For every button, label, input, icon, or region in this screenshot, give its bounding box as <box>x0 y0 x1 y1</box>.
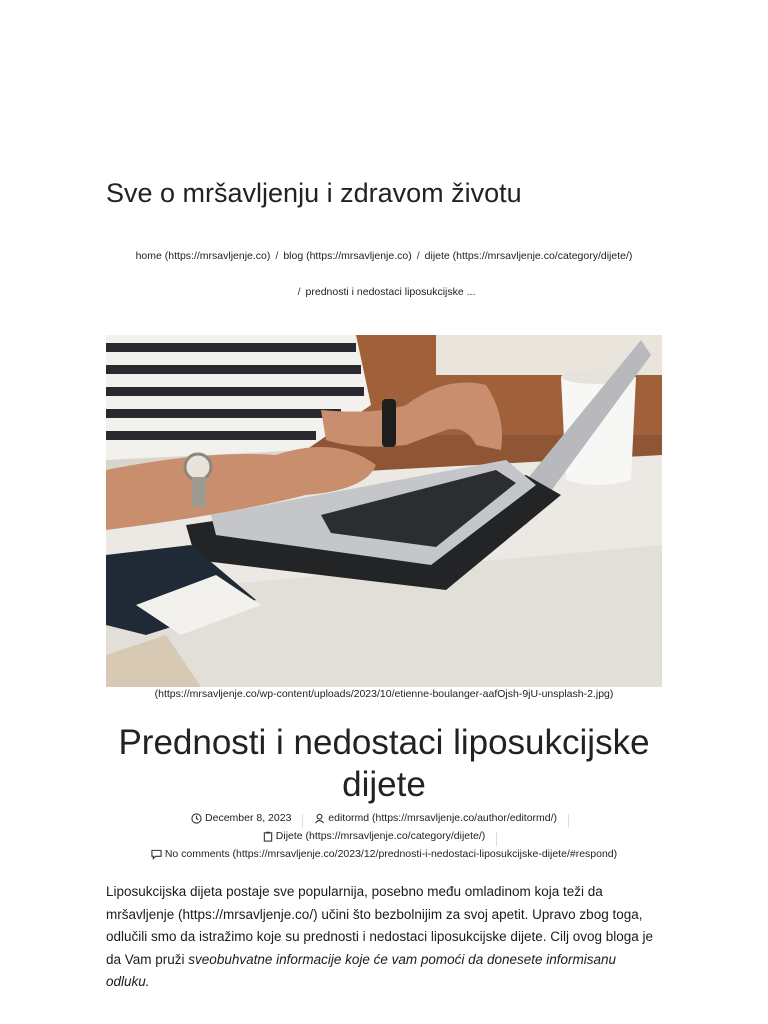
meta-divider <box>302 814 303 828</box>
post-title: Prednosti i nedostaci liposukcijske dijete <box>118 723 650 804</box>
post-author[interactable] <box>314 812 557 824</box>
site-title[interactable]: Sve o mršavljenju i zdravom životu <box>106 178 522 208</box>
breadcrumb-current: prednosti i nedostaci liposukcijske ... <box>305 286 476 298</box>
user-icon <box>314 813 325 824</box>
breadcrumb-dijete[interactable]: dijete (https://mrsavljenje.co/category/dijete/) <box>424 250 633 262</box>
post-category[interactable] <box>263 830 486 842</box>
post-date <box>191 812 291 824</box>
meta-divider <box>496 832 497 846</box>
breadcrumb-blog[interactable]: blog (https://mrsavljenje.co) <box>283 250 412 262</box>
breadcrumb-separator: / <box>275 250 279 262</box>
post-content-text: Liposukcijska dijeta postaje sve popularnija, posebno među omladinom koja teži da mršavljenje (https://mrsavljenje.co/) učini što bezbolnijim za svoj apetit. Upravo zbog toga, odlučili smo da istražimo koje su prednosti i nedostaci liposukcijske dijete. Cilj ovog bloga je da Vam pruži <box>106 884 654 967</box>
breadcrumb-separator: / <box>297 286 301 298</box>
breadcrumb-separator: / <box>416 250 420 262</box>
post-meta-row <box>96 812 672 828</box>
post-comments-text[interactable]: No comments (https://mrsavljenje.co/2023/12/prednosti-i-nedostaci-liposukcijske-dijete/#respond) <box>164 848 618 860</box>
post-content-emphasis: sveobuhvatne informacije koje će vam pomoći da donesete informisanu odluku. <box>106 951 617 989</box>
breadcrumb-home[interactable]: home (https://mrsavljenje.co) <box>135 250 271 262</box>
clock-icon <box>191 813 202 824</box>
post-comments[interactable] <box>151 848 617 860</box>
hero-image[interactable] <box>106 335 662 687</box>
post-category-text[interactable]: Dijete (https://mrsavljenje.co/category/dijete/) <box>275 830 486 842</box>
breadcrumb <box>96 238 672 310</box>
folder-icon <box>263 831 273 842</box>
post-meta-row <box>96 848 672 863</box>
post-date-text: December 8, 2023 <box>205 812 292 824</box>
post-content-paragraph <box>106 881 662 994</box>
post-author-text[interactable]: editormd (https://mrsavljenje.co/author/editormd/) <box>328 812 558 824</box>
hero-image-link[interactable]: (https://mrsavljenje.co/wp-content/uploads/2023/10/etienne-boulanger-aafOjsh-9jU-unsplash-2.jpg) <box>154 688 614 700</box>
comment-icon <box>151 849 162 860</box>
post-meta-row <box>96 830 672 846</box>
meta-divider <box>568 814 569 828</box>
